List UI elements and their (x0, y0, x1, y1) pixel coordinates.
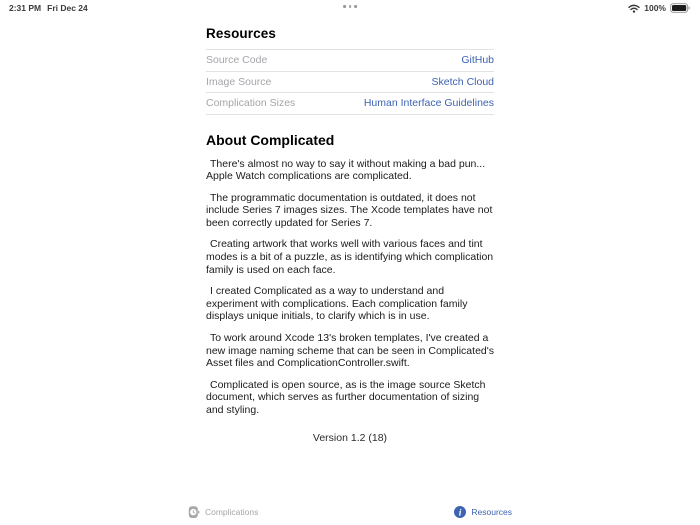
github-link[interactable]: GitHub (461, 54, 494, 67)
about-paragraph: There's almost no way to say it without making a bad pun... Apple Watch complications are complicated. (206, 157, 486, 183)
main-content (206, 26, 494, 444)
tab-resources[interactable] (454, 506, 512, 518)
sketch-cloud-link[interactable]: Sketch Cloud (431, 75, 494, 88)
about-paragraph: The programmatic documentation is outdated, it does not include Series 7 images sizes. The Xcode templates have not been correctly updated for Series 7. (206, 191, 493, 229)
battery-percent: 100% (644, 3, 666, 13)
hig-link[interactable]: Human Interface Guidelines (363, 97, 494, 110)
table-row-complication-sizes (206, 93, 494, 115)
status-time-date (9, 3, 88, 13)
about-paragraph: To work around Xcode 13's broken templates, I've created a new image naming scheme that can be seen in Complicated's Asset files and ComplicationController.swift. (206, 332, 494, 370)
about-section (206, 132, 494, 444)
tab-bar (0, 499, 700, 525)
about-paragraph: Complicated is open source, as is the image source Sketch document, which serves as further documentation of sizing and styling. (206, 378, 486, 416)
tab-complications[interactable] (188, 505, 258, 520)
resources-section-title: Resources (206, 26, 276, 41)
tab-label: Resources (471, 507, 513, 517)
about-paragraph: I created Complicated as a way to understand and experiment with complications. Each complication family displays unique initials, to clarify which is in use. (206, 285, 468, 323)
info-icon (454, 506, 466, 518)
wifi-icon (628, 4, 640, 13)
row-label: Image Source (206, 75, 272, 88)
about-section-title: About Complicated (206, 131, 335, 148)
multitasking-indicator-icon[interactable] (343, 5, 357, 8)
resources-table (206, 49, 494, 115)
svg-text:i: i (459, 508, 462, 518)
watch-icon (188, 505, 200, 520)
table-row-source-code (206, 50, 494, 72)
status-bar (0, 0, 700, 18)
about-paragraph: Creating artwork that works well with various faces and tint modes is a bit of a puzzle, as is identifying which complication family is used on each face. (206, 238, 494, 276)
status-right (628, 3, 691, 13)
row-label: Complication Sizes (206, 97, 296, 110)
status-date: Fri Dec 24 (47, 3, 88, 13)
table-row-image-source (206, 72, 494, 94)
battery-icon (670, 3, 691, 13)
tab-label: Complications (204, 507, 259, 517)
version-label: Version 1.2 (18) (312, 431, 388, 444)
row-label: Source Code (206, 54, 268, 67)
status-time: 2:31 PM (9, 3, 42, 13)
